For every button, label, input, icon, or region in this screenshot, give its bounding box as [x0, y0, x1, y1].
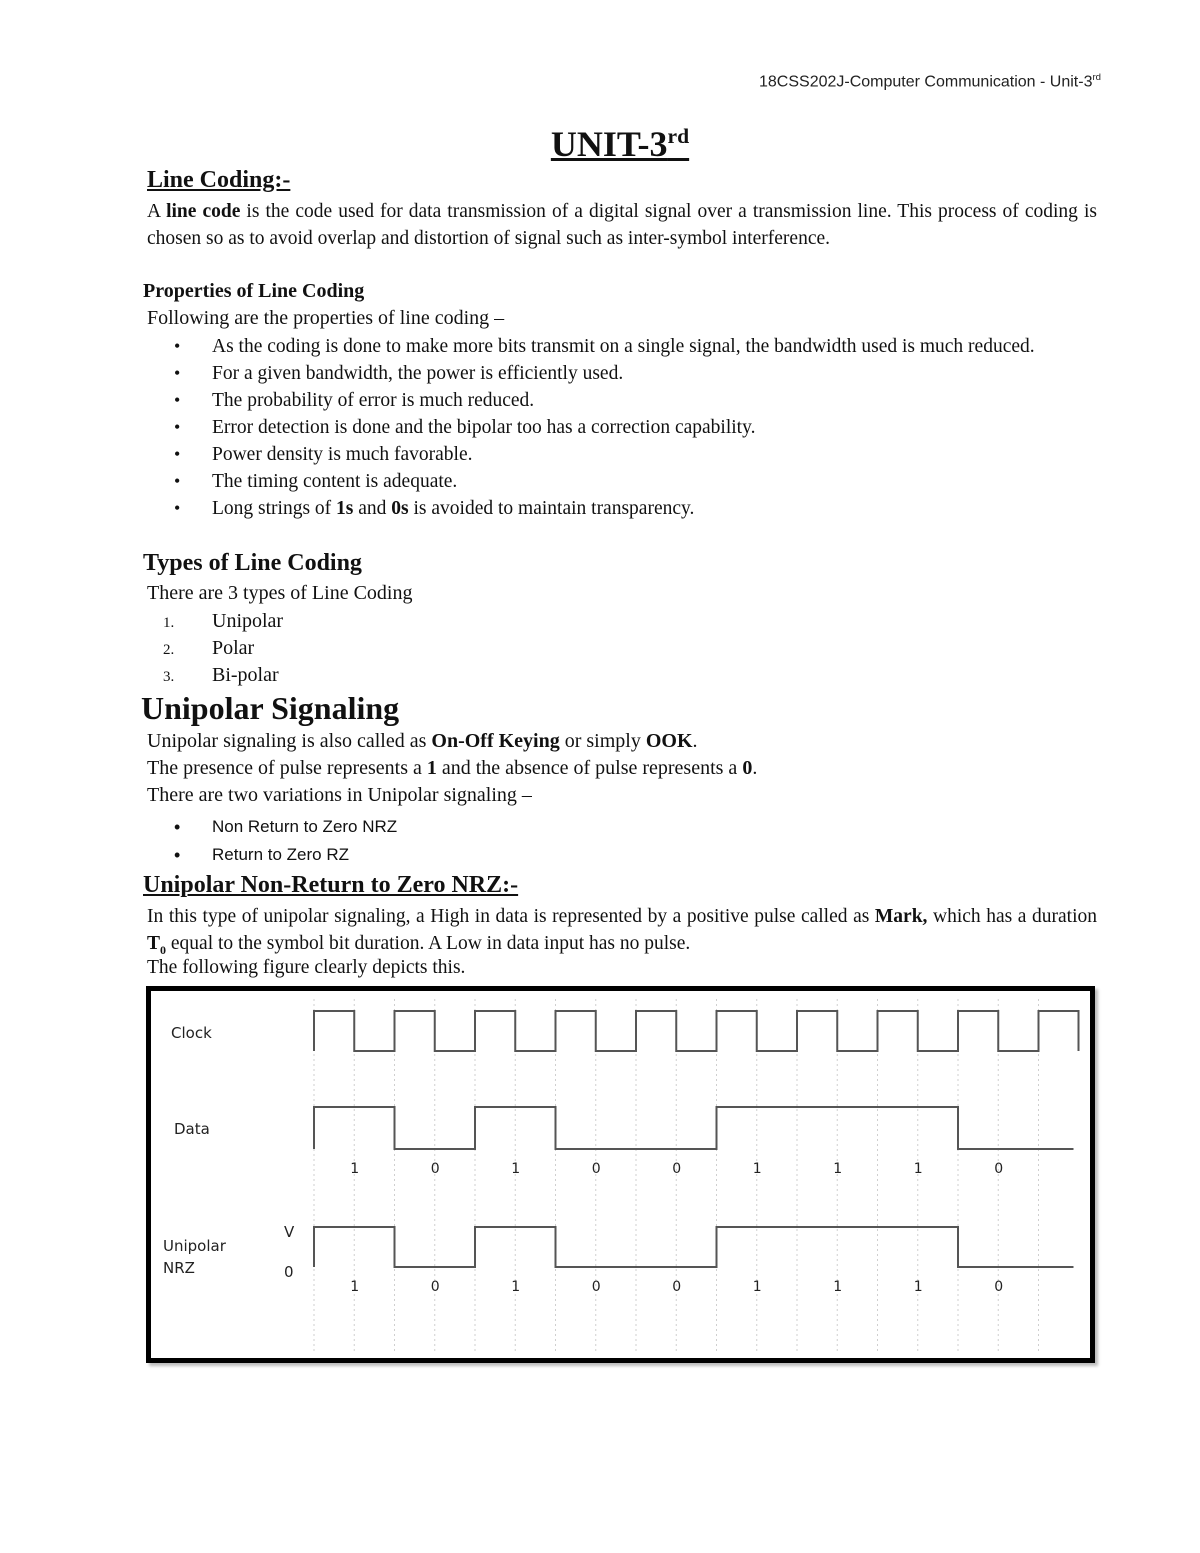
list-item-text: The probability of error is much reduced.	[212, 390, 535, 411]
nrz-p-e: equal to the symbol bit duration. A Low in data input has no pulse.	[166, 933, 691, 954]
data-bit-label: 0	[591, 1161, 601, 1177]
unipolar-heading: Unipolar Signaling	[141, 690, 400, 726]
waveform-svg	[151, 991, 1090, 1358]
list-item	[212, 813, 397, 841]
nrz-waveform-figure	[146, 986, 1095, 1363]
list-number: 3.	[163, 669, 175, 685]
unipolar-line-1	[147, 730, 698, 753]
list-item	[212, 841, 397, 869]
nrz-label-1: Unipolar	[163, 1237, 226, 1255]
l1-e: .	[692, 730, 698, 752]
page-header	[759, 72, 1101, 91]
nrz-bit-label: 1	[752, 1279, 762, 1295]
list-item-text: Unipolar	[212, 610, 284, 632]
v-label: V	[284, 1223, 295, 1241]
list-item	[163, 635, 283, 662]
last-d: is avoided to maintain transparency.	[408, 498, 695, 519]
def-text-a: A	[147, 201, 167, 222]
data-bit-label: 1	[350, 1161, 360, 1177]
data-bit-labels	[350, 1161, 1003, 1177]
nrz-bit-label: 0	[672, 1279, 682, 1295]
l1-b: On-Off Keying	[431, 730, 560, 752]
nrz-p-a: In this type of unipolar signaling, a High in data is represented by a positive pulse called as	[147, 906, 875, 927]
l2-a: The presence of pulse represents a	[147, 757, 427, 779]
nrz-bit-label: 1	[833, 1279, 843, 1295]
data-waveform	[314, 1107, 1074, 1149]
list-item	[163, 662, 283, 689]
last-b2: 0s	[391, 498, 409, 519]
data-bit-label: 1	[833, 1161, 843, 1177]
figure-intro: The following figure clearly depicts this.	[147, 957, 466, 978]
list-number: 1.	[163, 615, 175, 631]
list-item-text: Error detection is done and the bipolar too has a correction capability.	[212, 417, 756, 438]
list-item-text: Return to Zero RZ	[212, 845, 349, 864]
l1-a: Unipolar signaling is also called as	[147, 730, 432, 752]
nrz-bit-label: 1	[350, 1279, 360, 1295]
unipolar-line-3: There are two variations in Unipolar signaling –	[147, 784, 532, 806]
last-b1: 1s	[336, 498, 354, 519]
types-heading: Types of Line Coding	[143, 550, 362, 576]
data-bit-label: 0	[994, 1161, 1004, 1177]
nrz-paragraph	[147, 903, 1097, 964]
properties-intro: Following are the properties of line coding –	[147, 307, 505, 329]
list-item	[212, 468, 1100, 495]
types-intro: There are 3 types of Line Coding	[147, 582, 413, 604]
last-a: Long strings of	[212, 498, 337, 519]
list-item	[212, 333, 1100, 360]
list-item-text: Power density is much favorable.	[212, 444, 473, 465]
nrz-label-2: NRZ	[163, 1259, 195, 1277]
nrz-p-d-text: T	[147, 933, 161, 954]
data-bit-label: 1	[511, 1161, 521, 1177]
list-item	[212, 495, 1100, 522]
header-sup: rd	[1092, 72, 1101, 83]
title-text: UNIT-3	[550, 124, 668, 164]
nrz-bit-label: 0	[994, 1279, 1004, 1295]
list-item-text: For a given bandwidth, the power is efficiently used.	[212, 363, 624, 384]
list-item	[212, 360, 1100, 387]
list-number: 2.	[163, 642, 175, 658]
data-bit-label: 1	[752, 1161, 762, 1177]
nrz-p-d-sub: 0	[160, 942, 167, 957]
last-c: and	[353, 498, 392, 519]
nrz-bit-label: 0	[591, 1279, 601, 1295]
def-text-b: is the code used for data transmission of a digital signal over a transmission line. This process of coding is chosen so as to avoid overlap and distortion of signal such as inter-symbol interference.	[147, 201, 1097, 249]
list-item	[212, 387, 1100, 414]
data-bit-label: 0	[430, 1161, 440, 1177]
page-title	[0, 123, 1200, 165]
list-item	[212, 414, 1100, 441]
clock-label: Clock	[171, 1024, 212, 1042]
unipolar-line-2	[147, 757, 757, 780]
line-coding-heading: Line Coding:-	[147, 167, 291, 193]
nrz-heading: Unipolar Non-Return to Zero NRZ:-	[143, 872, 519, 898]
data-label: Data	[174, 1120, 210, 1138]
header-text: 18CSS202J-Computer Communication - Unit-3	[759, 73, 1093, 91]
nrz-bit-labels	[350, 1279, 1003, 1295]
nrz-p-c: which has a duration	[927, 906, 1097, 927]
list-item-text: The timing content is adequate.	[212, 471, 458, 492]
l2-d: 0	[742, 757, 753, 779]
list-item	[212, 441, 1100, 468]
nrz-bit-label: 1	[511, 1279, 521, 1295]
line-code-definition	[147, 198, 1097, 252]
clock-waveform	[314, 1011, 1079, 1051]
types-list	[163, 608, 284, 689]
data-bit-label: 0	[672, 1161, 682, 1177]
list-item-text: Non Return to Zero NRZ	[212, 817, 398, 836]
nrz-waveform	[314, 1227, 1074, 1267]
def-bold: line code	[166, 201, 241, 222]
list-item-text: Polar	[212, 637, 255, 659]
list-item-text: As the coding is done to make more bits transmit on a single signal, the bandwidth used is much reduced.	[212, 336, 1035, 357]
properties-heading: Properties of Line Coding	[143, 280, 365, 302]
list-item	[163, 608, 284, 635]
l2-c: and the absence of pulse represents a	[436, 757, 743, 779]
nrz-p-b: Mark,	[874, 906, 928, 927]
properties-list	[212, 333, 1100, 522]
nrz-p-d	[147, 933, 167, 957]
nrz-bit-label: 1	[913, 1279, 923, 1295]
l1-d: OOK	[645, 730, 693, 752]
nrz-bit-label: 0	[430, 1279, 440, 1295]
zero-label: 0	[284, 1263, 294, 1281]
list-item-text: Bi-polar	[212, 664, 279, 686]
l1-c: or simply	[559, 730, 646, 752]
data-bit-label: 1	[913, 1161, 923, 1177]
l2-e: .	[752, 757, 758, 779]
title-sup: rd	[667, 124, 690, 148]
l2-b: 1	[426, 757, 437, 779]
variations-list	[212, 813, 397, 869]
